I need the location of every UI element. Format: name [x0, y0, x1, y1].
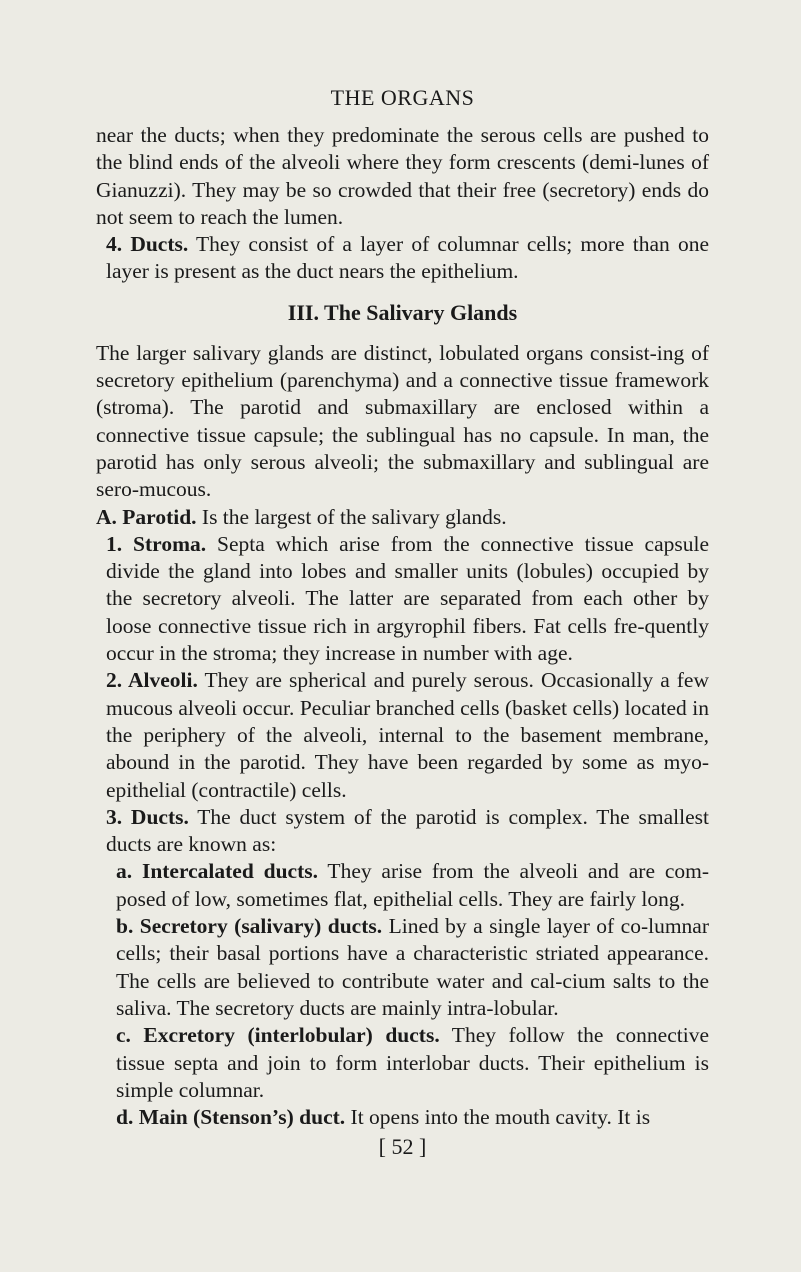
paragraph-text: They arise from the alveoli and are com-posed of low, sometimes flat, epithelial cells. They are fairly long. [116, 859, 710, 911]
paragraph-lead: c. Excretory (interlobular) ducts. [116, 1023, 440, 1048]
paragraph-text: Lined by a single layer of co-lumnar cells; their basal portions have a characteristic striated appearance. The cells are believed to contribute water and cal-cium salts to the saliva. The secretory ducts are mainly intra-lobular. [116, 914, 710, 1020]
paragraph-lead: 3. Ducts. [106, 804, 189, 829]
paragraph [96, 913, 709, 1022]
paragraph-lead: A. Parotid. [96, 504, 197, 529]
paragraph-text: It opens into the mouth cavity. It is [345, 1105, 651, 1130]
paragraph-lead: a. Intercalated ducts. [116, 859, 318, 884]
paragraph-lead: d. Main (Stenson’s) duct. [116, 1105, 346, 1130]
paragraph [96, 1104, 709, 1131]
paragraph-text: They follow the connective tissue septa and join to form interlobar ducts. Their epithelium is simple columnar. [116, 1023, 709, 1102]
paragraph-lead: b. Secretory (salivary) ducts. [116, 914, 383, 939]
section-heading: III. The Salivary Glands [287, 299, 518, 325]
paragraph-lead: 1. Stroma. [106, 531, 207, 556]
paragraph-text: Septa which arise from the connective tissue capsule divide the gland into lobes and smaller units (lobules) occupied by the secretory alveoli. The latter are separated from each other by loose connective tissue rich in argyrophil fibers. Fat cells fre-quently occur in the stroma; they increase in number with age. [106, 531, 709, 666]
running-head: THE ORGANS [330, 85, 475, 110]
paragraph [96, 1022, 709, 1104]
paragraph [96, 667, 709, 803]
paragraph-text: Is the largest of the salivary glands. [196, 504, 507, 529]
paragraph [96, 804, 709, 859]
paragraph-lead: 4. Ducts. [106, 232, 189, 257]
paragraph-text: They consist of a layer of columnar cells; more than one layer is present as the duct nears the epithelium. [106, 232, 709, 284]
paragraph [96, 858, 709, 913]
paragraph-text: The duct system of the parotid is complex. The smallest ducts are known as: [106, 804, 709, 857]
paragraph [96, 122, 709, 231]
page-number: [ 52 ] [378, 1134, 427, 1160]
paragraph-lead: 2. Alveoli. [106, 668, 198, 693]
main-paragraphs [96, 340, 709, 1132]
paragraph-text: The larger salivary glands are distinct, lobulated organs consist-ing of secretory epithelium (parenchyma) and a connective tissue framework (stroma). The parotid and submaxillary are enclosed within a connective tissue capsule; the sublingual has no capsule. In man, the parotid has only serous alveoli; the submaxillary and sublingual are sero-mucous. [96, 340, 709, 502]
paragraph [96, 340, 709, 504]
paragraph [96, 531, 709, 667]
paragraph-text: near the ducts; when they predominate the serous cells are pushed to the blind ends of the alveoli where they form crescents (demi-lunes of Gianuzzi). They may be so crowded that their free (secretory) ends do not seem to reach the lumen. [96, 123, 709, 229]
book-page [96, 84, 709, 1161]
paragraph [96, 504, 709, 531]
paragraph [96, 231, 709, 286]
top-paragraphs [96, 122, 709, 286]
paragraph-text: They are spherical and purely serous. Occasionally a few mucous alveoli occur. Peculiar branched cells (basket cells) located in the periphery of the alveoli, internal to the basement membrane, abound in the parotid. They have been regarded by some as myo-epithelial (contractile) cells. [106, 668, 710, 802]
